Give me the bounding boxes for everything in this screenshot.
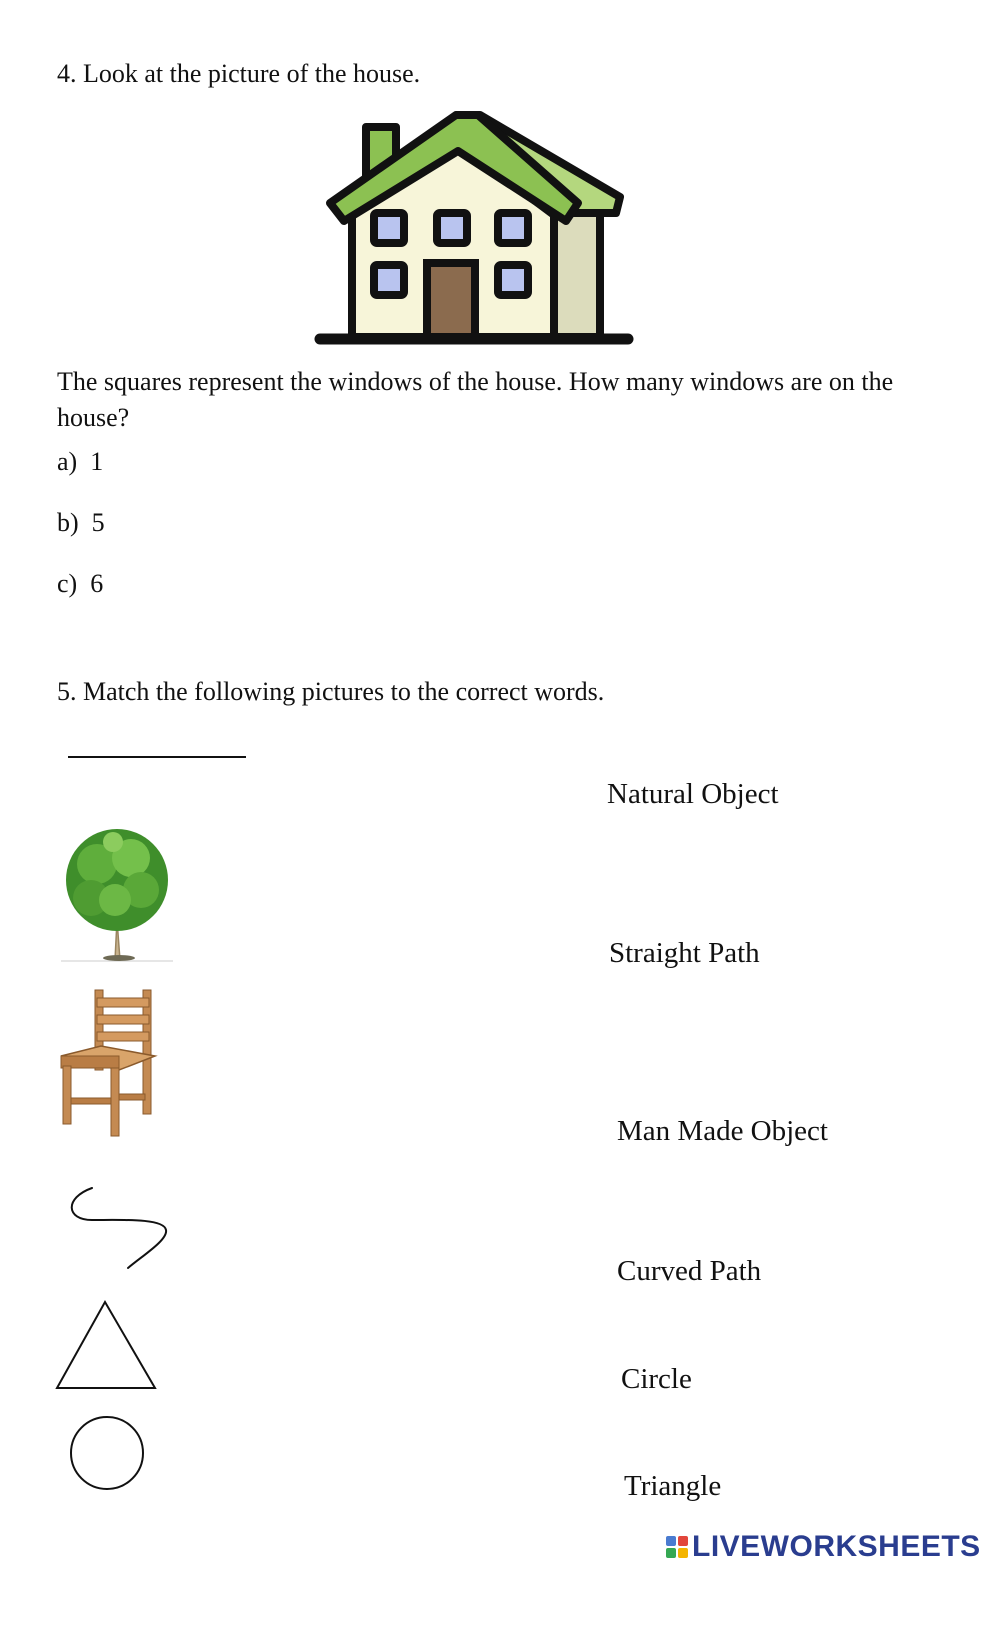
option-letter: c) (57, 569, 78, 598)
word-man-made-object: Man Made Object (617, 1115, 828, 1147)
option-letter: b) (57, 508, 79, 537)
circle-picture (68, 1414, 148, 1494)
liveworksheets-logo (666, 1530, 981, 1564)
chair-icon (57, 986, 167, 1138)
word-straight-path: Straight Path (609, 937, 760, 969)
tree-picture (57, 828, 177, 968)
word-circle: Circle (621, 1363, 692, 1395)
option-b[interactable] (57, 507, 105, 539)
brand-name: LIVEWORKSHEETS (692, 1530, 981, 1563)
house-illustration (310, 105, 640, 350)
word-natural-object: Natural Object (607, 778, 779, 810)
option-value: 1 (90, 447, 104, 476)
curved-line-icon (62, 1180, 174, 1276)
question-4-prompt: 4. Look at the picture of the house. (57, 59, 421, 88)
circle-icon (68, 1414, 148, 1494)
option-letter: a) (57, 447, 78, 476)
word-triangle: Triangle (624, 1470, 722, 1502)
option-value: 5 (91, 508, 105, 537)
answer-blank[interactable] (68, 756, 246, 758)
logo-icon (666, 1536, 688, 1558)
question-4-text: The squares represent the windows of the house. How many windows are on the house? (57, 367, 894, 432)
triangle-picture (55, 1298, 159, 1392)
option-a[interactable] (57, 446, 103, 478)
curved-line-picture (62, 1180, 174, 1276)
word-curved-path: Curved Path (617, 1255, 762, 1287)
option-value: 6 (90, 569, 104, 598)
tree-icon (57, 828, 177, 968)
chair-picture (57, 986, 167, 1138)
triangle-icon (55, 1298, 159, 1392)
question-5-prompt: 5. Match the following pictures to the correct words. (57, 677, 605, 706)
option-c[interactable] (57, 568, 103, 600)
house-icon (310, 105, 640, 350)
